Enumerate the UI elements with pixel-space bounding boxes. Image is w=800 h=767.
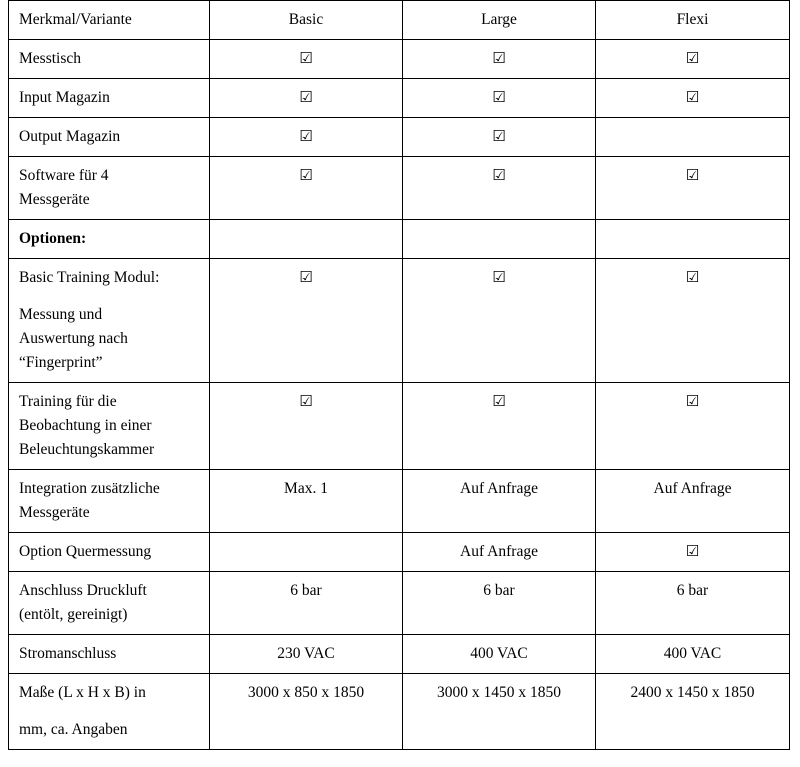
feature-text: Beleuchtungskammer bbox=[19, 441, 155, 459]
feature-text: Messgeräte bbox=[19, 191, 90, 209]
feature-text: Messung und bbox=[19, 306, 103, 324]
checkbox-checked-icon: ☑ bbox=[492, 166, 506, 185]
large-cell bbox=[403, 157, 596, 220]
checkbox-checked-icon: ☑ bbox=[299, 268, 313, 287]
column-header-basic: Basic bbox=[210, 1, 403, 40]
checkbox-checked-icon: ☑ bbox=[299, 166, 313, 185]
feature-cell bbox=[9, 533, 210, 572]
flexi-cell bbox=[596, 118, 790, 157]
value-text: 6 bar bbox=[290, 582, 322, 600]
feature-text: Training für die bbox=[19, 393, 117, 411]
basic-cell bbox=[210, 383, 403, 470]
checkbox-checked-icon: ☑ bbox=[299, 392, 313, 411]
checkbox-checked-icon: ☑ bbox=[299, 49, 313, 68]
basic-cell bbox=[210, 118, 403, 157]
large-cell bbox=[403, 79, 596, 118]
value-text: 400 VAC bbox=[470, 645, 528, 663]
table-row bbox=[9, 40, 790, 79]
large-cell bbox=[403, 259, 596, 383]
value-text: 6 bar bbox=[676, 582, 709, 600]
checkbox-checked-icon: ☑ bbox=[492, 268, 506, 287]
basic-cell bbox=[210, 572, 403, 635]
feature-cell bbox=[9, 635, 210, 674]
basic-cell bbox=[210, 674, 403, 750]
value-text: Auf Anfrage bbox=[460, 543, 538, 561]
basic-cell bbox=[210, 79, 403, 118]
feature-text: Output Magazin bbox=[19, 128, 121, 146]
flexi-cell bbox=[596, 533, 790, 572]
checkbox-checked-icon: ☑ bbox=[685, 88, 700, 107]
checkbox-checked-icon: ☑ bbox=[492, 88, 506, 107]
feature-text: Anschluss Druckluft bbox=[19, 582, 147, 600]
large-cell bbox=[403, 572, 596, 635]
feature-cell bbox=[9, 572, 210, 635]
feature-text: “Fingerprint” bbox=[19, 354, 103, 372]
large-cell bbox=[403, 383, 596, 470]
checkbox-checked-icon: ☑ bbox=[685, 392, 700, 411]
large-cell bbox=[403, 118, 596, 157]
table-row bbox=[9, 157, 790, 220]
feature-cell bbox=[9, 157, 210, 220]
table-row bbox=[9, 635, 790, 674]
feature-cell bbox=[9, 383, 210, 470]
large-cell bbox=[403, 40, 596, 79]
spacer bbox=[19, 705, 199, 718]
value-text: 6 bar bbox=[483, 582, 515, 600]
table-row bbox=[9, 470, 790, 533]
checkbox-checked-icon: ☑ bbox=[685, 166, 700, 185]
value-text: Max. 1 bbox=[284, 480, 328, 498]
basic-cell bbox=[210, 157, 403, 220]
basic-cell bbox=[210, 220, 403, 259]
feature-text: Basic Training Modul: bbox=[19, 269, 160, 287]
flexi-cell bbox=[596, 674, 790, 750]
feature-cell bbox=[9, 79, 210, 118]
specification-table bbox=[8, 0, 790, 750]
large-cell bbox=[403, 470, 596, 533]
checkbox-checked-icon: ☑ bbox=[492, 127, 506, 146]
table-row bbox=[9, 383, 790, 470]
column-header-large: Large bbox=[403, 1, 596, 40]
flexi-cell bbox=[596, 572, 790, 635]
table-row bbox=[9, 259, 790, 383]
column-header-feature: Merkmal/Variante bbox=[9, 1, 210, 40]
feature-text: Messgeräte bbox=[19, 504, 90, 522]
value-text: 230 VAC bbox=[277, 645, 335, 663]
feature-text: Maße (L x H x B) in bbox=[19, 684, 146, 702]
flexi-cell bbox=[596, 157, 790, 220]
value-text: 3000 x 1450 x 1850 bbox=[437, 684, 561, 702]
value-text: 2400 x 1450 x 1850 bbox=[630, 684, 755, 702]
basic-cell bbox=[210, 40, 403, 79]
table-header-row bbox=[9, 1, 790, 40]
table-body bbox=[9, 1, 790, 750]
large-cell bbox=[403, 220, 596, 259]
large-cell bbox=[403, 635, 596, 674]
feature-text: Software für 4 bbox=[19, 167, 109, 185]
table-row bbox=[9, 220, 790, 259]
checkbox-checked-icon: ☑ bbox=[299, 88, 313, 107]
feature-text: (entölt, gereinigt) bbox=[19, 606, 128, 624]
feature-text: mm, ca. Angaben bbox=[19, 721, 128, 739]
checkbox-checked-icon: ☑ bbox=[685, 49, 700, 68]
value-text: Auf Anfrage bbox=[653, 480, 732, 498]
feature-text: Beobachtung in einer bbox=[19, 417, 152, 435]
table-row bbox=[9, 533, 790, 572]
feature-text: Stromanschluss bbox=[19, 645, 117, 663]
checkbox-checked-icon: ☑ bbox=[492, 392, 506, 411]
feature-text: Option Quermessung bbox=[19, 543, 152, 561]
value-text: 400 VAC bbox=[663, 645, 722, 663]
table-row bbox=[9, 79, 790, 118]
basic-cell bbox=[210, 470, 403, 533]
checkbox-checked-icon: ☑ bbox=[492, 49, 506, 68]
table-row bbox=[9, 572, 790, 635]
basic-cell bbox=[210, 259, 403, 383]
flexi-cell bbox=[596, 470, 790, 533]
feature-cell bbox=[9, 220, 210, 259]
flexi-cell bbox=[596, 259, 790, 383]
value-text: Auf Anfrage bbox=[460, 480, 538, 498]
basic-cell bbox=[210, 635, 403, 674]
value-text: 3000 x 850 x 1850 bbox=[247, 684, 365, 702]
column-header-flexi: Flexi bbox=[596, 1, 790, 40]
spacer bbox=[19, 290, 199, 303]
feature-cell bbox=[9, 118, 210, 157]
feature-cell bbox=[9, 259, 210, 383]
feature-text: Auswertung nach bbox=[19, 330, 128, 348]
flexi-cell bbox=[596, 220, 790, 259]
flexi-cell bbox=[596, 635, 790, 674]
flexi-cell bbox=[596, 79, 790, 118]
checkbox-checked-icon: ☑ bbox=[299, 127, 313, 146]
flexi-cell bbox=[596, 383, 790, 470]
basic-cell bbox=[210, 533, 403, 572]
table-row bbox=[9, 118, 790, 157]
checkbox-checked-icon: ☑ bbox=[685, 268, 700, 287]
feature-text: Optionen: bbox=[19, 230, 87, 248]
feature-text: Integration zusätzliche bbox=[19, 480, 160, 498]
checkbox-checked-icon: ☑ bbox=[685, 542, 700, 561]
table-row bbox=[9, 674, 790, 750]
feature-cell bbox=[9, 674, 210, 750]
feature-text: Messtisch bbox=[19, 50, 81, 68]
large-cell bbox=[403, 533, 596, 572]
large-cell bbox=[403, 674, 596, 750]
feature-cell bbox=[9, 470, 210, 533]
flexi-cell bbox=[596, 40, 790, 79]
feature-text: Input Magazin bbox=[19, 89, 110, 107]
feature-cell bbox=[9, 40, 210, 79]
